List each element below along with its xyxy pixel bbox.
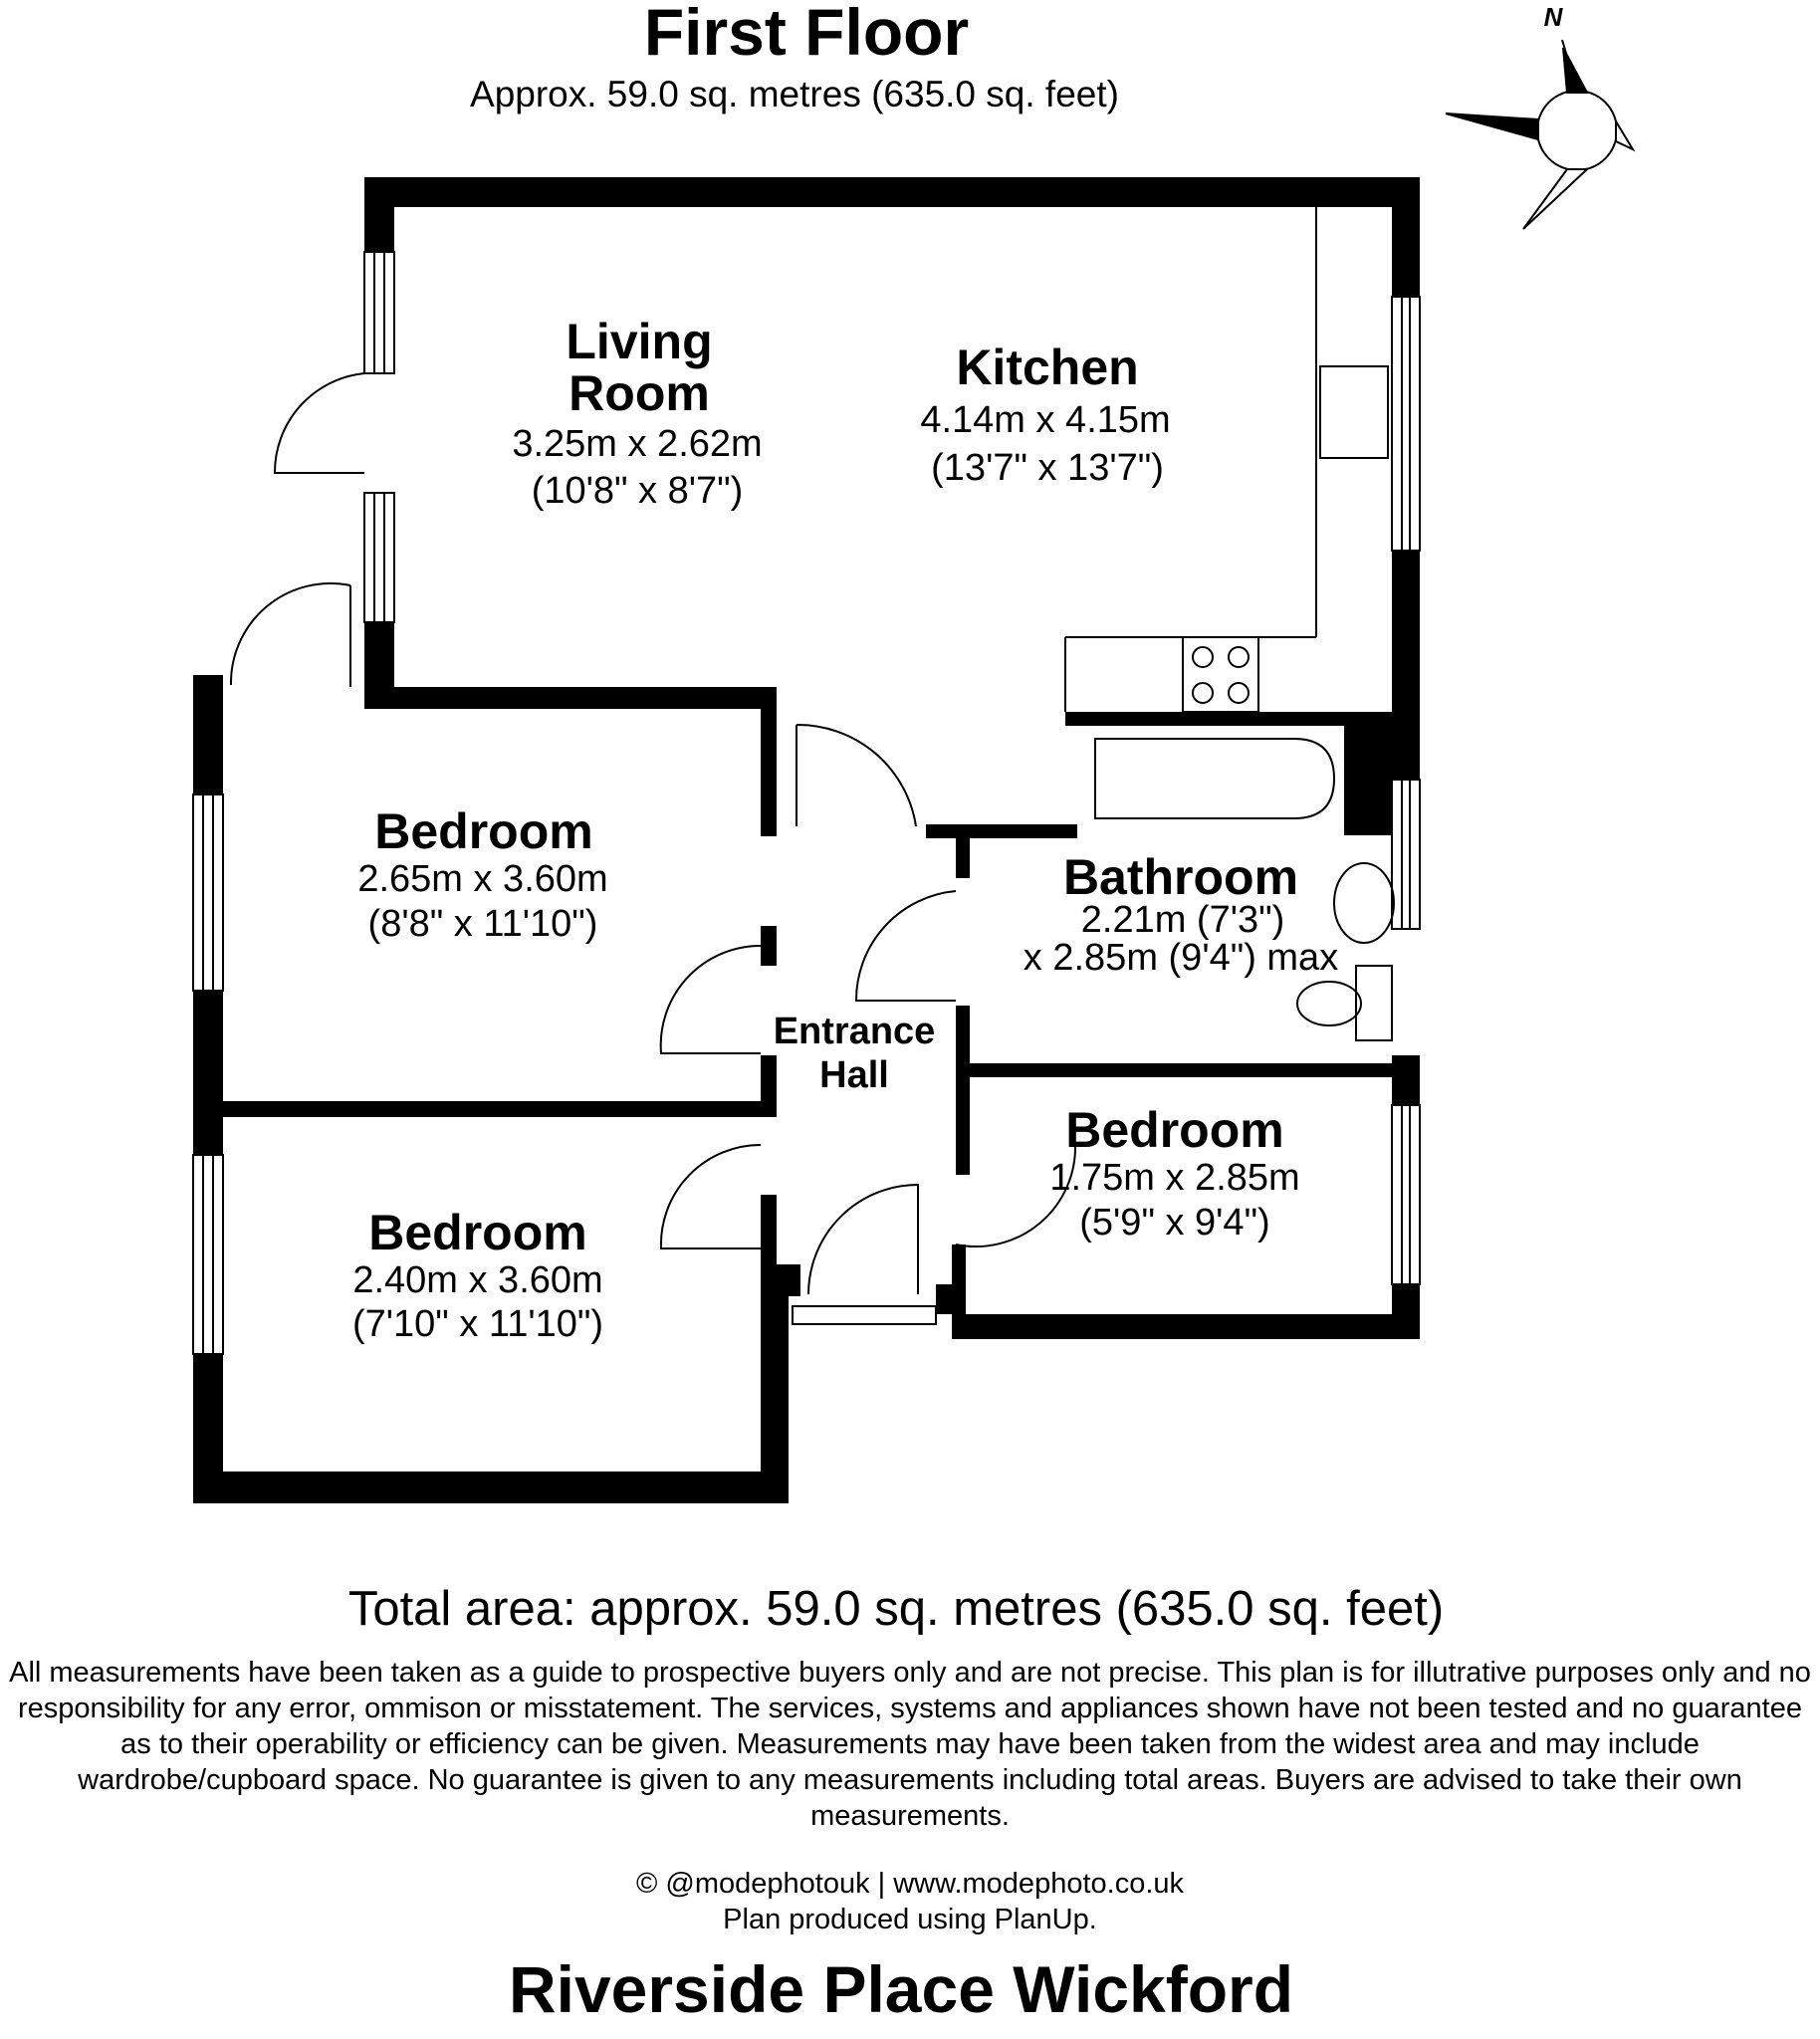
- bedroom-2-dimensions-imperial: (5'9" x 9'4"): [1079, 1202, 1270, 1244]
- living-room-label-line2: Room: [569, 365, 710, 421]
- compass-rose-icon: [1446, 40, 1633, 229]
- credit-line-1: © @modephotouk | www.modephoto.co.uk: [635, 1868, 1185, 1900]
- bedroom-3-dimensions-metric: 2.40m x 3.60m: [352, 1259, 603, 1301]
- credits: [0, 1866, 1820, 1937]
- kitchen-dimensions-imperial: (13'7" x 13'7"): [931, 447, 1164, 489]
- living-room-label-line1: Living: [566, 314, 713, 369]
- kitchen-dimensions-metric: 4.14m x 4.15m: [920, 399, 1171, 441]
- bathroom-label: Bathroom: [1062, 849, 1299, 905]
- bedroom-1-dimensions-imperial: (8'8" x 11'10"): [367, 903, 598, 945]
- bedroom-3-label: Bedroom: [368, 1205, 587, 1260]
- credit-line-2: Plan produced using PlanUp.: [723, 1904, 1097, 1935]
- bedroom-2-dimensions-metric: 1.75m x 2.85m: [1049, 1157, 1300, 1199]
- bathroom-dimensions-line1: 2.21m (7'3"): [1080, 899, 1285, 941]
- compass-north-label: N: [1543, 2, 1563, 32]
- bedroom-1-label: Bedroom: [374, 803, 593, 859]
- entrance-hall-label-line1: Entrance: [773, 1011, 936, 1052]
- disclaimer-text: All measurements have been taken as a guide to prospective buyers only and are not precise. This plan is for illutrative purposes only and no responsibility for any error, ommison or misstatement. The services, systems and appliances shown have not been tested and no guarantee as to their operability or efficiency can be given. Measurements may have been taken from the widest area and may include wardrobe/cupboard space. No guarantee is given to any measurements including total areas. Buyers are advised to take their own measurements.: [9, 1657, 1811, 1832]
- floor-area-subtitle: Approx. 59.0 sq. metres (635.0 sq. feet): [470, 74, 1119, 114]
- kitchen-label: Kitchen: [956, 340, 1139, 395]
- bedroom-3-dimensions-imperial: (7'10" x 11'10"): [351, 1303, 604, 1345]
- total-area: Total area: approx. 59.0 sq. metres (635.0 sq. feet): [347, 1582, 1445, 1636]
- living-room-dimensions-metric: 3.25m x 2.62m: [512, 423, 763, 465]
- living-room-dimensions-imperial: (10'8" x 8'7"): [531, 470, 744, 512]
- bedroom-2-label: Bedroom: [1065, 1102, 1284, 1158]
- entrance-hall-label-line2: Hall: [819, 1054, 889, 1096]
- property-address: Riverside Place Wickford: [508, 1952, 1294, 2026]
- bedroom-1-dimensions-metric: 2.65m x 3.60m: [357, 858, 608, 900]
- bathroom-dimensions-line2: x 2.85m (9'4") max: [1023, 937, 1339, 979]
- floor-title: First Floor: [643, 0, 970, 69]
